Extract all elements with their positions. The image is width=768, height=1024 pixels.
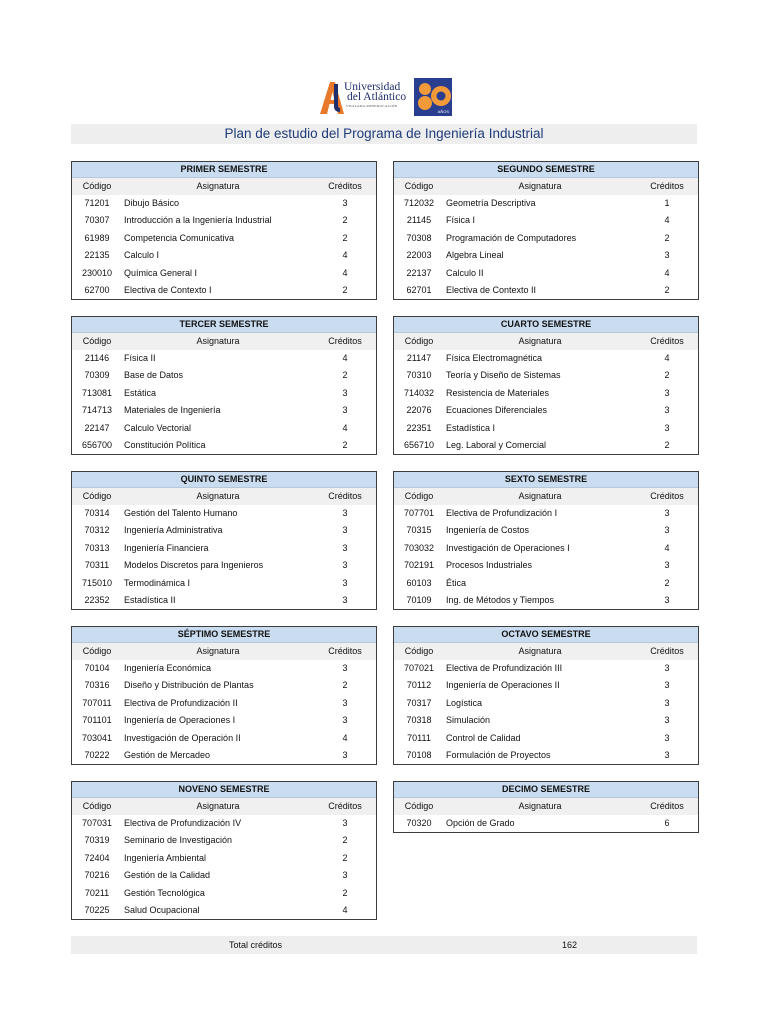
column-header-subject: Asignatura [196,646,240,656]
course-code: 21146 [84,353,110,363]
table-row [394,420,698,437]
semester-table-7 [71,626,377,765]
table-row [72,247,376,264]
anniversary-badge [414,78,452,116]
course-name: Ingeniería Administrativa [124,525,223,536]
course-credits: 2 [342,284,348,295]
course-code: 22135 [84,250,110,261]
course-code: 701101 [82,715,112,726]
column-header-credits: Créditos [328,801,362,811]
course-code: 70111 [407,732,431,743]
table-row [72,660,376,677]
column-header-code: Código [404,491,434,501]
column-header-credits: Créditos [650,336,684,346]
course-credits: 3 [342,405,348,416]
table-row [394,730,698,747]
course-credits: 2 [342,887,348,898]
column-header-credits: Créditos [328,336,362,346]
course-credits: 3 [342,525,348,536]
course-code: 22137 [406,267,432,278]
course-code: 656700 [81,439,113,450]
logo-line-1: Universidad [344,81,401,93]
course-credits: 2 [342,232,348,243]
table-row [72,437,376,454]
course-name: Física I [446,215,476,226]
table-row [72,832,376,849]
course-credits: 3 [664,508,670,518]
column-headers [394,333,698,350]
course-name: Calculo II [446,267,484,278]
table-row [394,695,698,712]
column-header-subject: Asignatura [518,336,562,346]
course-name: Seminario de Investigación [124,835,233,846]
course-credits: 3 [342,594,348,605]
course-credits: 3 [664,732,670,743]
course-credits: 2 [342,852,348,863]
course-name: Estadística II [124,594,176,605]
course-code: 715010 [81,577,113,588]
semester-title: CUARTO SEMESTRE [394,317,698,333]
course-code: 70320 [406,818,432,828]
course-name: Formulación de Proyectos [446,749,551,760]
university-logo [318,78,452,116]
column-header-subject: Asignatura [518,181,562,191]
course-code: 707011 [82,697,112,708]
column-headers [72,643,376,660]
course-code: 707701 [403,508,435,518]
course-credits: 6 [664,818,670,828]
course-name: Gestión de Mercadeo [124,749,211,760]
table-row [394,575,698,592]
semester-title: NOVENO SEMESTRE [72,782,376,798]
course-name: Constitución Política [124,439,206,450]
course-name: Gestión del Talento Humano [124,508,238,518]
course-credits: 4 [664,353,670,363]
table-row [394,212,698,229]
column-headers [72,333,376,350]
total-credits-bar [71,936,697,954]
column-header-subject: Asignatura [518,646,562,656]
course-name: Dibujo Básico [124,198,180,208]
course-name: Electiva de Profundización III [446,663,563,673]
course-credits: 3 [664,525,670,536]
semester-table-6 [393,471,699,610]
course-name: Calculo Vectorial [124,422,192,433]
table-row [72,885,376,902]
column-header-code: Código [82,646,112,656]
course-code: 70307 [84,215,110,226]
semester-title: TERCER SEMESTRE [72,317,376,333]
table-row [394,815,698,832]
table-row [72,850,376,867]
course-credits: 1 [664,198,670,208]
course-name: Modelos Discretos para Ingenieros [124,560,264,571]
course-name: Introducción a la Ingeniería Industrial [124,215,272,226]
course-name: Electiva de Profundización IV [124,818,242,828]
course-code: 60103 [406,577,432,588]
course-name: Salud Ocupacional [124,904,200,915]
column-header-code: Código [82,181,112,191]
column-header-credits: Créditos [650,801,684,811]
table-row [394,540,698,557]
semester-title: SEXTO SEMESTRE [394,472,698,488]
column-header-subject: Asignatura [518,801,562,811]
table-row [72,902,376,919]
course-credits: 3 [664,250,670,261]
logo-line-3: VIGILADA MINEDUCACIÓN [346,104,398,108]
table-row [394,195,698,212]
table-row [72,677,376,694]
column-headers [394,488,698,505]
course-name: Electiva de Profundización II [124,697,238,708]
table-row [394,247,698,264]
course-code: 70112 [406,680,432,691]
course-code: 70313 [84,542,110,553]
course-credits: 3 [342,577,348,588]
table-row [394,265,698,282]
course-credits: 3 [342,663,348,673]
table-row [72,540,376,557]
table-row [72,815,376,832]
table-row [72,282,376,299]
course-code: 70109 [406,594,432,605]
table-row [72,867,376,884]
column-header-code: Código [82,491,112,501]
column-header-code: Código [82,336,112,346]
course-name: Opción de Grado [446,818,515,828]
course-name: Electiva de Profundización I [446,508,558,518]
table-row [394,385,698,402]
course-code: 22076 [406,405,432,416]
table-row [72,730,376,747]
table-row [72,195,376,212]
column-header-credits: Créditos [328,646,362,656]
course-credits: 2 [664,370,670,381]
course-code: 713081 [81,387,113,398]
course-credits: 3 [342,198,348,208]
course-credits: 2 [342,215,348,226]
semester-title: OCTAVO SEMESTRE [394,627,698,643]
course-name: Base de Datos [124,370,184,381]
course-credits: 4 [342,267,348,278]
course-credits: 3 [342,870,348,881]
course-credits: 3 [664,749,670,760]
course-name: Ingeniería Económica [124,663,212,673]
table-row [72,265,376,282]
semester-table-4 [393,316,699,455]
university-monogram-icon [318,78,346,116]
column-header-credits: Créditos [650,646,684,656]
course-credits: 3 [342,818,348,828]
table-row [72,592,376,609]
column-headers [72,488,376,505]
course-code: 70317 [406,697,432,708]
semester-table-8 [393,626,699,765]
course-credits: 3 [664,405,670,416]
course-code: 702191 [403,560,435,571]
course-name: Control de Calidad [446,732,521,743]
course-code: 230010 [81,267,113,278]
semester-title: DECIMO SEMESTRE [394,782,698,798]
table-row [72,350,376,367]
table-row [394,402,698,419]
course-code: 707031 [81,818,113,828]
semester-table-5 [71,471,377,610]
course-credits: 3 [664,663,670,673]
course-name: Calculo I [124,250,160,261]
semester-table-9 [71,781,377,920]
course-code: 72404 [84,852,110,863]
course-code: 22003 [406,250,432,261]
course-code: 703041 [81,732,113,743]
table-row [394,660,698,677]
course-name: Logística [446,697,483,708]
column-header-subject: Asignatura [196,801,240,811]
course-name: Ética [446,577,467,588]
course-code: 21147 [406,353,432,363]
column-headers [394,643,698,660]
table-row [394,282,698,299]
course-name: Ecuaciones Diferenciales [446,405,548,416]
course-name: Simulación [446,715,491,726]
course-name: Física II [124,353,156,363]
course-name: Ing. de Métodos y Tiempos [446,594,555,605]
course-credits: 3 [342,697,348,708]
table-row [394,677,698,694]
semester-table-10 [393,781,699,833]
semester-title: QUINTO SEMESTRE [72,472,376,488]
course-credits: 3 [664,697,670,708]
course-credits: 2 [664,284,670,295]
course-credits: 2 [664,577,670,588]
total-credits-value: 162 [562,940,578,950]
course-name: Electiva de Contexto II [446,284,537,295]
course-credits: 4 [342,250,348,261]
table-row [394,747,698,764]
column-header-credits: Créditos [650,181,684,191]
semester-table-3 [71,316,377,455]
course-code: 71201 [84,198,110,208]
course-name: Gestión de la Calidad [124,870,211,881]
course-code: 714032 [403,387,435,398]
course-name: Ingeniería de Operaciones II [446,680,560,691]
course-credits: 3 [342,387,348,398]
table-row [72,575,376,592]
course-credits: 2 [342,835,348,846]
course-name: Programación de Computadores [446,232,577,243]
course-code: 714713 [81,405,113,416]
course-credits: 3 [664,560,670,571]
course-name: Investigación de Operaciones I [446,542,570,553]
course-code: 70311 [84,560,110,571]
course-credits: 3 [342,542,348,553]
course-code: 70316 [84,680,110,691]
course-code: 70319 [84,835,110,846]
course-name: Ingeniería de Operaciones I [124,715,236,726]
table-row [72,367,376,384]
course-code: 70308 [406,232,432,243]
course-credits: 2 [342,370,348,381]
course-name: Teoría y Diseño de Sistemas [446,370,561,381]
course-credits: 3 [664,715,670,726]
course-code: 70211 [84,887,110,898]
course-credits: 3 [664,422,670,433]
course-credits: 4 [342,732,348,743]
table-row [72,557,376,574]
course-name: Gestión Tecnológica [124,887,205,898]
course-code: 70312 [84,525,110,536]
column-headers [72,178,376,195]
table-row [72,505,376,522]
course-code: 70222 [84,749,110,760]
table-row [72,212,376,229]
table-row [394,557,698,574]
column-headers [394,178,698,195]
course-code: 712032 [403,198,435,208]
course-code: 70318 [406,715,432,726]
semester-title: SEGUNDO SEMESTRE [394,162,698,178]
course-credits: 2 [342,680,348,691]
semester-table-2 [393,161,699,300]
table-row [394,350,698,367]
course-code: 70216 [84,870,110,881]
course-name: Procesos Industriales [446,560,533,571]
table-row [72,695,376,712]
course-credits: 3 [664,594,670,605]
course-credits: 2 [342,439,348,450]
semester-title: SÉPTIMO SEMESTRE [72,627,376,643]
course-name: Física Electromagnética [446,353,543,363]
course-code: 61989 [84,232,110,243]
anniversary-label: AÑOS [437,109,449,114]
column-header-subject: Asignatura [196,336,240,346]
course-credits: 4 [342,422,348,433]
semester-title: PRIMER SEMESTRE [72,162,376,178]
column-header-credits: Créditos [328,491,362,501]
logo-line-2: del Atlántico [347,91,407,103]
course-code: 70315 [406,525,432,536]
course-code: 62700 [84,284,110,295]
column-header-subject: Asignatura [196,181,240,191]
course-code: 21145 [406,215,432,226]
course-name: Ingeniería Ambiental [124,852,207,863]
column-header-subject: Asignatura [196,491,240,501]
course-name: Diseño y Distribución de Plantas [124,680,254,691]
column-header-code: Código [404,181,434,191]
table-row [72,522,376,539]
semester-table-1 [71,161,377,300]
page-title: Plan de estudio del Programa de Ingeniería Industrial [71,124,697,144]
course-name: Resistencia de Materiales [446,387,550,398]
column-header-credits: Créditos [650,491,684,501]
total-credits-label: Total créditos [229,940,283,950]
course-name: Ingeniería de Costos [446,525,530,536]
column-header-subject: Asignatura [518,491,562,501]
table-row [72,230,376,247]
course-code: 22147 [84,422,110,433]
course-name: Geometría Descriptiva [446,198,536,208]
table-row [394,230,698,247]
table-row [394,505,698,522]
course-code: 707021 [403,663,435,673]
table-row [394,712,698,729]
course-credits: 4 [664,542,670,553]
course-code: 70314 [84,508,110,518]
course-name: Estática [124,387,157,398]
table-row [72,712,376,729]
course-name: Materiales de Ingeniería [124,405,221,416]
column-header-credits: Créditos [328,181,362,191]
column-header-code: Código [82,801,112,811]
course-name: Investigación de Operación II [124,732,241,743]
table-row [394,367,698,384]
course-name: Química General I [124,267,198,278]
course-name: Leg. Laboral y Comercial [446,439,547,450]
column-header-code: Código [404,646,434,656]
course-code: 70309 [84,370,110,381]
table-row [394,522,698,539]
course-credits: 4 [342,904,348,915]
course-code: 22351 [406,422,432,433]
table-row [394,592,698,609]
course-name: Electiva de Contexto I [124,284,212,295]
course-credits: 2 [664,439,670,450]
course-credits: 3 [342,508,348,518]
course-code: 70108 [406,749,432,760]
course-credits: 4 [342,353,348,363]
column-header-code: Código [404,801,434,811]
course-name: Competencia Comunicativa [124,232,235,243]
course-credits: 3 [342,749,348,760]
course-name: Termodinámica I [124,577,191,588]
course-credits: 4 [664,215,670,226]
column-headers [72,798,376,815]
column-header-code: Código [404,336,434,346]
course-name: Estadística I [446,422,496,433]
table-row [72,747,376,764]
course-code: 70310 [406,370,432,381]
course-code: 70104 [84,663,110,673]
table-row [72,402,376,419]
table-row [72,385,376,402]
course-name: Algebra Lineal [446,250,504,261]
course-credits: 3 [342,715,348,726]
course-code: 703032 [403,542,435,553]
course-credits: 3 [342,560,348,571]
course-credits: 3 [664,680,670,691]
course-credits: 4 [664,267,670,278]
course-credits: 2 [664,232,670,243]
course-code: 70225 [84,904,110,915]
course-credits: 3 [664,387,670,398]
course-code: 22352 [84,594,110,605]
course-name: Ingeniería Financiera [124,542,209,553]
table-row [394,437,698,454]
column-headers [394,798,698,815]
course-code: 656710 [403,439,435,450]
table-row [72,420,376,437]
course-code: 62701 [406,284,432,295]
